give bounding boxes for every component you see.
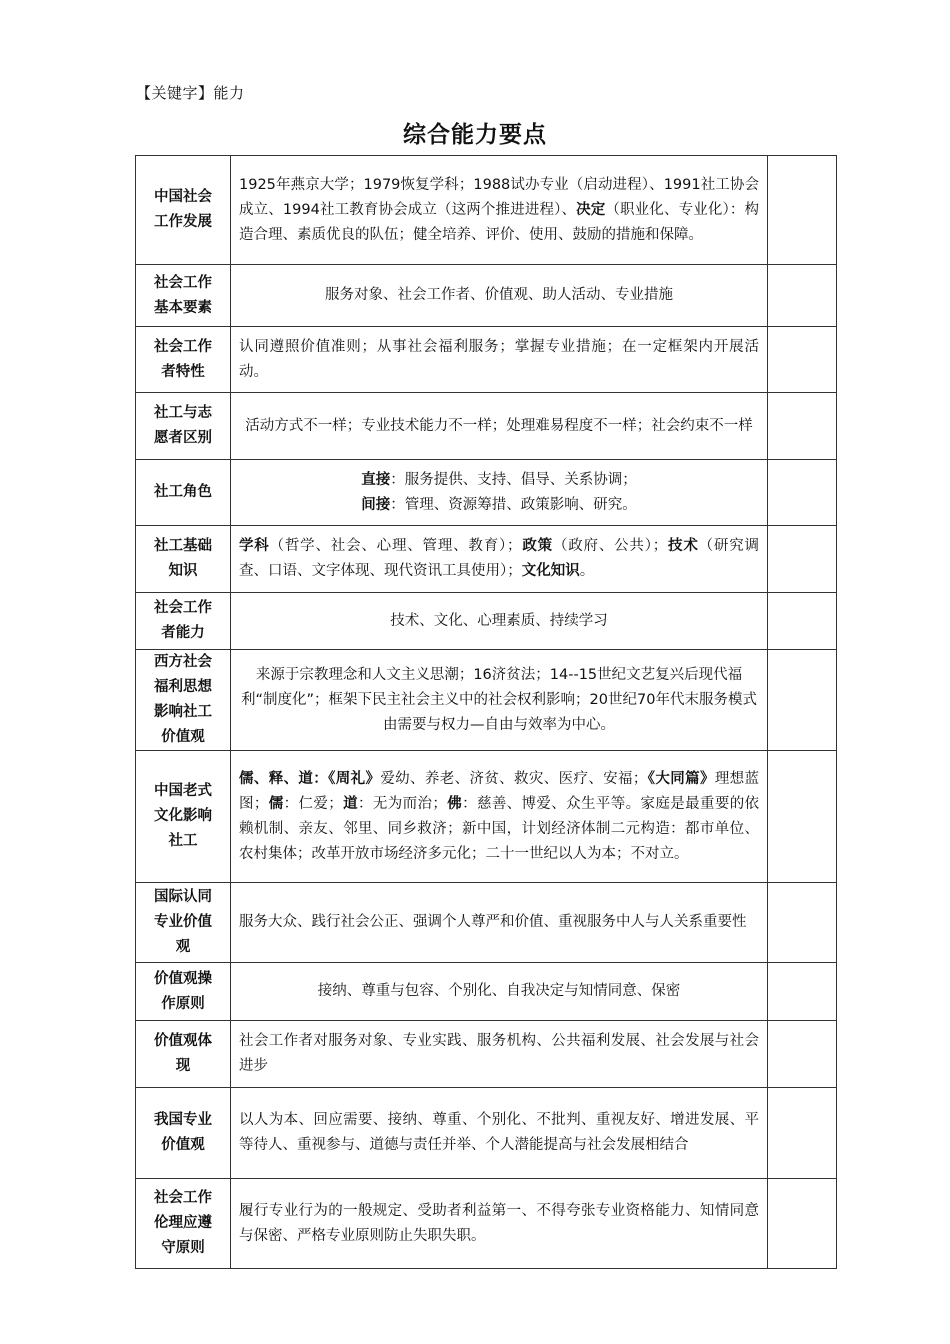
content-text: 以人为本、回应需要、接纳、尊重、个别化、不批判、重视友好、增进发展、平等待人、重视参与、道德与责任并举、个人潜能提高与社会发展相结合 xyxy=(239,1112,759,1153)
content-text: 活动方式不一样；专业技术能力不一样；处理难易程度不一样；社会约束不一样 xyxy=(245,417,753,434)
empty-notes-cell xyxy=(768,327,837,393)
row-content xyxy=(231,1179,768,1269)
empty-notes-cell xyxy=(768,650,837,751)
row-label xyxy=(136,650,231,751)
content-text: 社会工作者对服务对象、专业实践、服务机构、公共福利发展、社会发展与社会进步 xyxy=(239,1033,759,1074)
table-row xyxy=(136,1088,837,1179)
empty-notes-cell xyxy=(768,963,837,1021)
row-label-text: 社会工作基本要素 xyxy=(154,274,212,316)
empty-notes-cell xyxy=(768,1179,837,1269)
content-text: 技术、文化、心理素质、持续学习 xyxy=(390,612,608,629)
row-content xyxy=(231,265,768,327)
table-row xyxy=(136,460,837,526)
empty-notes-cell xyxy=(768,751,837,883)
content-text: ：服务提供、支持、倡导、关系协调； xyxy=(390,471,637,488)
content-text: 理想蓝图； xyxy=(239,770,760,812)
row-content xyxy=(231,526,768,593)
empty-notes-cell xyxy=(768,393,837,460)
content-bold-text: 佛 xyxy=(446,795,463,812)
row-label-text: 中国老式文化影响社工 xyxy=(154,783,212,849)
empty-notes-cell xyxy=(768,1088,837,1179)
row-content xyxy=(231,460,768,526)
empty-notes-cell xyxy=(768,460,837,526)
content-text: 。 xyxy=(579,563,595,579)
row-label-text: 社工与志愿者区别 xyxy=(154,405,212,446)
row-label-text: 社会工作伦理应遵守原则 xyxy=(154,1190,212,1256)
content-bold-text: 技术 xyxy=(667,538,699,554)
table-row xyxy=(136,963,837,1021)
summary-table xyxy=(135,155,837,1269)
row-content xyxy=(231,883,768,963)
content-text: 来源于宗教理念和人文主义思潮；16济贫法；14--15世纪文艺复兴后现代福利“制度化”；框架下民主社会主义中的社会权利影响；20世纪70年代末服务模式由需要与权力—自由与效率为中心。 xyxy=(241,666,757,733)
table-row xyxy=(136,593,837,650)
keyword-line: 【关键字】能力 xyxy=(136,84,245,102)
content-text: 1925年燕京大学；1979恢复学科；1988试办专业（启动进程）、1991社工协会成立、1994社工教育协会成立（这两个推进进程）、 xyxy=(239,176,759,218)
content-bold-text: 间接 xyxy=(361,496,391,513)
row-content xyxy=(231,393,768,460)
content-text: （哲学、社会、心理、管理、教育）； xyxy=(269,538,522,554)
content-bold-text: 学科 xyxy=(239,538,270,554)
row-label-text: 价值观操作原则 xyxy=(154,970,212,1012)
empty-notes-cell xyxy=(768,883,837,963)
content-bold-text: 《大同篇》 xyxy=(647,770,715,787)
content-bold-text: 直接 xyxy=(361,471,391,488)
table-row xyxy=(136,650,837,751)
table-row xyxy=(136,1179,837,1269)
content-text: ：仁爱； xyxy=(283,795,343,812)
row-label-text: 中国社会工作发展 xyxy=(154,189,212,230)
content-text: 服务大众、践行社会公正、强调个人尊严和价值、重视服务中人与人关系重要性 xyxy=(239,914,747,930)
table-row xyxy=(136,156,837,265)
row-label-text: 社会工作者特性 xyxy=(154,338,212,380)
content-bold-text: 决定 xyxy=(576,201,606,218)
content-text: 服务对象、社会工作者、价值观、助人活动、专业措施 xyxy=(325,287,673,303)
table-row xyxy=(136,393,837,460)
content-text: ：管理、资源筹措、政策影响、研究。 xyxy=(390,496,637,513)
content-bold-text: 道 xyxy=(342,795,358,812)
content-text: ：慈善、博爱、众生平等。家庭是最重要的依赖机制、亲友、邻里、同乡救济；新中国，计划经济体制二元构造：都市单位、农村集体；改革开放市场经济多元化；二十一世纪以人为本；不对立。 xyxy=(239,795,760,862)
row-label xyxy=(136,460,231,526)
row-label xyxy=(136,156,231,265)
row-content xyxy=(231,650,768,751)
table-row xyxy=(136,883,837,963)
content-text: ：无为而治； xyxy=(357,795,447,812)
row-content xyxy=(231,327,768,393)
row-content xyxy=(231,751,768,883)
document-title: 综合能力要点 xyxy=(403,122,547,148)
row-content xyxy=(231,1021,768,1088)
row-label xyxy=(136,751,231,883)
content-text: 接纳、尊重与包容、个别化、自我决定与知情同意、保密 xyxy=(317,983,681,999)
table-row xyxy=(136,265,837,327)
row-content xyxy=(231,963,768,1021)
row-label xyxy=(136,393,231,460)
table-row xyxy=(136,751,837,883)
row-label-text: 社工角色 xyxy=(154,484,212,500)
table-row xyxy=(136,327,837,393)
row-content xyxy=(231,1088,768,1179)
row-label xyxy=(136,1088,231,1179)
empty-notes-cell xyxy=(768,1021,837,1088)
empty-notes-cell xyxy=(768,526,837,593)
table-row xyxy=(136,526,837,593)
content-text: （政府、公共）； xyxy=(552,538,668,554)
row-label xyxy=(136,883,231,963)
content-bold-text: 政策 xyxy=(521,538,553,554)
row-label-text: 西方社会福利思想影响社工价值观 xyxy=(154,654,212,745)
row-content xyxy=(231,156,768,265)
table-row xyxy=(136,1021,837,1088)
content-text: （研究调查、口语、文字体现、现代资讯工具使用）； xyxy=(239,538,760,579)
empty-notes-cell xyxy=(768,265,837,327)
content-text: 爱幼、养老、济贫、救灾、医疗、安福； xyxy=(380,770,648,787)
row-label-text: 价值观体现 xyxy=(154,1033,212,1074)
empty-notes-cell xyxy=(768,156,837,265)
row-label xyxy=(136,265,231,327)
row-label-text: 国际认同专业价值观 xyxy=(154,889,212,955)
content-text: 履行专业行为的一般规定、受助者利益第一、不得夸张专业资格能力、知情同意与保密、严格专业原则防止失职失职。 xyxy=(239,1202,759,1244)
row-label-text: 社工基础知识 xyxy=(154,538,212,579)
content-text: 认同遵照价值准则；从事社会福利服务；掌握专业措施；在一定框架内开展活动。 xyxy=(239,338,759,380)
row-label xyxy=(136,327,231,393)
empty-notes-cell xyxy=(768,593,837,650)
row-content xyxy=(231,593,768,650)
content-bold-text: 儒 xyxy=(268,795,284,812)
content-bold-text: 儒、释、道：《周礼》 xyxy=(239,770,381,787)
content-text: （职业化、专业化）：构造合理、素质优良的队伍；健全培养、评价、使用、鼓励的措施和保障。 xyxy=(239,201,760,243)
content-bold-text: 文化知识 xyxy=(521,563,580,579)
row-label-text: 我国专业价值观 xyxy=(154,1112,212,1153)
row-label xyxy=(136,1179,231,1269)
row-label xyxy=(136,1021,231,1088)
row-label xyxy=(136,593,231,650)
row-label-text: 社会工作者能力 xyxy=(154,600,212,641)
row-label xyxy=(136,963,231,1021)
row-label xyxy=(136,526,231,593)
